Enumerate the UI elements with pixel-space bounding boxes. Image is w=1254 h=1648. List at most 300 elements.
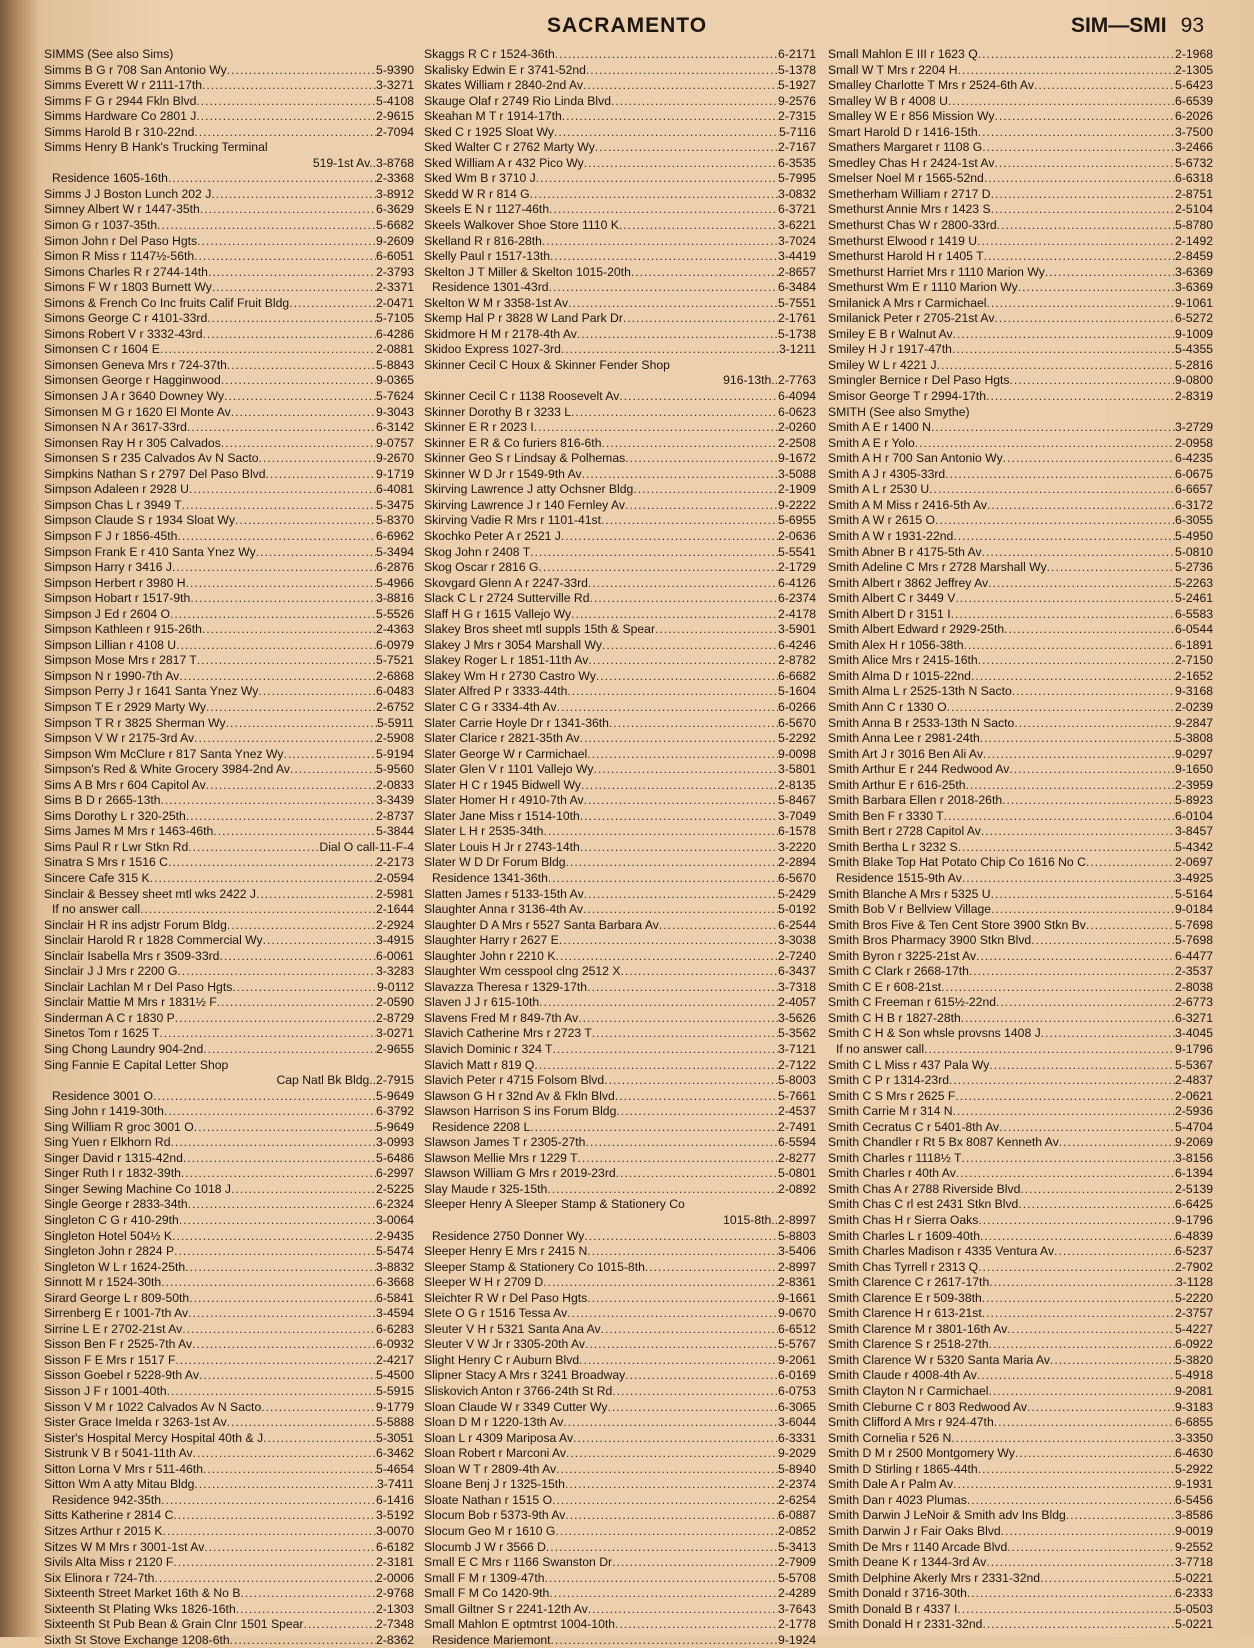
- leader-dots: [534, 1058, 778, 1074]
- leader-dots: [559, 933, 778, 949]
- listing-entry: [828, 389, 1213, 405]
- leader-dots: [227, 63, 376, 79]
- leader-dots: [1054, 1244, 1175, 1260]
- listing-phone: 5-4500: [376, 1368, 414, 1383]
- listing-phone: 5-5367: [1175, 1057, 1213, 1072]
- listing-entry: [44, 218, 414, 234]
- leader-dots: [588, 576, 778, 592]
- listing-phone: 5-1738: [778, 326, 816, 341]
- leader-dots: [573, 1431, 778, 1447]
- listing-phone: 6-3172: [1175, 497, 1213, 512]
- listing-entry: [44, 902, 414, 918]
- listing-phone: 2-7902: [1175, 1259, 1213, 1274]
- listing-phone: 9-2222: [778, 497, 816, 512]
- listing-phone: 6-2171: [778, 47, 816, 61]
- listing-phone: 2-7167: [778, 140, 816, 155]
- listing-phone: 5-6423: [1175, 78, 1213, 93]
- leader-dots: [991, 202, 1175, 218]
- listing-phone: 9-0670: [778, 1306, 816, 1321]
- listing-name: Slavens Fred M r 849-7th Av: [424, 1010, 579, 1025]
- listing-phone: 9-0019: [1175, 1523, 1213, 1538]
- listing-phone: 2-0260: [778, 420, 816, 435]
- listing-phone: 2-0852: [778, 1523, 816, 1538]
- listing-name: Sloan Claude W r 3349 Cutter Wy: [424, 1399, 608, 1414]
- listing-phone: 2-1492: [1175, 233, 1213, 248]
- listing-entry: Cap Natl Bk Bldg..2-7915: [276, 1073, 414, 1088]
- listing-entry: [424, 684, 816, 700]
- listing-entry: [424, 1524, 816, 1540]
- listing-phone: 6-2544: [778, 917, 816, 932]
- listing-phone: 2-8782: [778, 653, 816, 668]
- leader-dots: [958, 840, 1175, 856]
- listing-name: Singer Ruth I r 1832-39th: [44, 1166, 181, 1181]
- listing-entry: [828, 125, 1213, 141]
- listing-name: Sister's Hospital Mercy Hospital 40th & J: [44, 1430, 264, 1445]
- leader-dots: [161, 793, 377, 809]
- listing-name: Sitton Lorna V Mrs r 511-46th: [44, 1461, 203, 1476]
- leader-dots: [563, 1415, 778, 1431]
- listing-entry: [424, 1135, 816, 1151]
- leader-dots: [545, 1571, 778, 1587]
- listing-name: Smith A E r 1400 N: [828, 420, 931, 435]
- listing-name: Simpson Mose Mrs r 2817 T: [44, 653, 197, 668]
- listing-phone: 2-5981: [376, 886, 414, 901]
- leader-dots: [601, 1322, 778, 1338]
- leader-dots: [580, 731, 778, 747]
- leader-dots: [530, 545, 778, 561]
- leader-dots: [585, 1135, 778, 1151]
- listing-name: Sitzes W M Mrs r 3001-1st Av: [44, 1539, 205, 1554]
- leader-dots: [1009, 762, 1175, 778]
- listing-entry: [424, 1244, 816, 1260]
- listing-entry: [424, 871, 816, 887]
- listing-name: Smith Art J r 3016 Ben Ali Av: [828, 746, 983, 761]
- listing-phone: 6-3142: [376, 420, 414, 435]
- listing-entry: [424, 949, 816, 965]
- listing-name: Smith C P r 1314-23rd: [828, 1073, 950, 1088]
- listing-name: Small Giltner S r 2241-12th Av: [424, 1601, 588, 1616]
- leader-dots: [601, 436, 778, 452]
- leader-dots: [179, 669, 376, 685]
- listing-phone: 3-7049: [778, 808, 816, 823]
- listing-entry: [424, 995, 816, 1011]
- listing-name: Skeels E N r 1127-46th: [424, 202, 550, 217]
- listing-name: Smith Donald H r 2331-32nd: [828, 1617, 983, 1632]
- listing-phone: 2-7150: [1175, 653, 1213, 668]
- listing-entry: 1015-8th..2-8997: [723, 1213, 816, 1228]
- listing-phone: 2-3793: [376, 264, 414, 279]
- listing-phone: 2-3959: [1175, 777, 1213, 792]
- listing-name: Simpson Wm McClure r 817 Santa Ynez Wy: [44, 746, 284, 761]
- listing-entry: [424, 1384, 816, 1400]
- listing-phone: 2-0636: [778, 528, 816, 543]
- listing-name: Skates William r 2840-2nd Av: [424, 78, 583, 93]
- listing-entry: [44, 498, 414, 514]
- listing-phone: 3-4915: [376, 933, 414, 948]
- leader-dots: [949, 1073, 1175, 1089]
- listing-phone: 2-3371: [376, 280, 414, 295]
- listing-entry: [828, 1415, 1213, 1431]
- listing-phone: 2-2374: [778, 1477, 816, 1492]
- listing-name: Simons & French Co Inc fruits Calif Fruit Bldg: [44, 295, 290, 310]
- listing-phone: 5-3562: [778, 1026, 816, 1041]
- listing-name: Skedd W R r 814 G: [424, 186, 530, 201]
- listing-entry: [44, 1322, 414, 1338]
- listing-name: Smiley H J r 1917-47th: [828, 342, 952, 357]
- leader-dots: [188, 1197, 376, 1213]
- leader-dots: [961, 1151, 1175, 1167]
- listing-entry: [828, 1260, 1213, 1276]
- listing-phone: 6-5841: [376, 1290, 414, 1305]
- listing-entry: [424, 653, 816, 669]
- listing-entry: [44, 1229, 414, 1245]
- listing-name: Sloan L r 4309 Mariposa Av: [424, 1430, 574, 1445]
- listing-name: Smith Barbara Ellen r 2018-26th: [828, 793, 1003, 808]
- leader-dots: [170, 1135, 376, 1151]
- leader-dots: [1086, 918, 1175, 934]
- leader-dots: [1018, 1197, 1175, 1213]
- listing-phone: 5-7661: [778, 1088, 816, 1103]
- listing-phone: 2-0892: [778, 1181, 816, 1196]
- listing-name: Slater Glen V r 1101 Vallejo Wy: [424, 762, 594, 777]
- listing-entry: [44, 311, 414, 327]
- listing-name: Sked C r 1925 Sloat Wy: [424, 124, 554, 139]
- listing-entry: [828, 1617, 1213, 1633]
- leader-dots: [937, 358, 1175, 374]
- listing-name: Slater W D Dr Forum Bldg: [424, 855, 566, 870]
- listing-name: Simonsen S r 235 Calvados Av N Sacto: [44, 451, 259, 466]
- listing-entry: [828, 47, 1213, 63]
- listing-entry: [44, 1400, 414, 1416]
- listing-entry: [44, 78, 414, 94]
- listing-entry: [424, 840, 816, 856]
- listing-name: If no answer call: [836, 1042, 925, 1056]
- leader-dots: [941, 980, 1175, 996]
- listing-name: Smith Clarence C r 2617-17th: [828, 1275, 990, 1290]
- listing-name: Smith Byron r 3225-21st Av: [828, 948, 977, 963]
- listing-entry: [424, 1540, 816, 1556]
- listing-name: Smetherham William r 2717 D: [828, 186, 991, 201]
- listing-name: Small Mahlon E III r 1623 Q: [828, 47, 978, 61]
- listing-phone: 2-0590: [376, 995, 414, 1010]
- listing-entry: [424, 125, 816, 141]
- listing-phone: 3-3271: [376, 78, 414, 93]
- listing-entry: [424, 482, 816, 498]
- leader-dots: [232, 980, 377, 996]
- leader-dots: [958, 63, 1175, 79]
- listing-name: Simonsen M G r 1620 El Monte Av: [44, 404, 231, 419]
- listing-name: Smith Arthur E r 244 Redwood Av: [828, 762, 1010, 777]
- listing-entry: [44, 513, 414, 529]
- leader-dots: [955, 591, 1175, 607]
- listing-phone: 9-0112: [376, 979, 414, 994]
- listing-name: Smith A M Miss r 2416-5th Av: [828, 497, 987, 512]
- leader-dots: [530, 187, 778, 203]
- listing-name: Simons F W r 1803 Burnett Wy: [44, 280, 212, 295]
- listing-phone: 5-3051: [376, 1430, 414, 1445]
- listing-entry: [828, 1400, 1213, 1416]
- listing-entry: [44, 638, 414, 654]
- listing-name: Smith Carrie M r 314 N: [828, 1104, 953, 1119]
- listing-phone: 5-5767: [778, 1337, 816, 1352]
- listing-phone: 6-6512: [778, 1321, 816, 1336]
- listing-name: Slaughter Anna r 3136-4th Av: [424, 902, 584, 917]
- listing-name: Simons Robert V r 3332-43rd: [44, 326, 203, 341]
- listing-phone: 6-0675: [1175, 466, 1213, 481]
- listing-phone: 2-4178: [778, 606, 816, 621]
- listing-entry: [44, 1089, 414, 1105]
- listing-name: Simpson F J r 1856-45th: [44, 528, 178, 543]
- listing-name: Smisor George T r 2994-17th: [828, 389, 987, 404]
- listing-phone: 6-0753: [778, 1384, 816, 1399]
- listing-phone: 3-5901: [778, 622, 816, 637]
- listing-name: Skirving Lawrence J r 140 Fernley Av: [424, 497, 625, 512]
- leader-dots: [948, 94, 1175, 110]
- listing-name: Smiley W L r 4221 J: [828, 357, 937, 372]
- listing-phone: 2-6868: [376, 668, 414, 683]
- leader-dots: [175, 1353, 376, 1369]
- listing-name: Sims James M Mrs r 1463-46th: [44, 824, 214, 839]
- listing-name: Smilanick Peter r 2705-21st Av: [828, 311, 995, 326]
- listing-entry: [44, 1026, 414, 1042]
- leader-dots: [988, 576, 1175, 592]
- listing-entry: [424, 964, 816, 980]
- listing-name: Smith De Mrs r 1140 Arcade Blvd: [828, 1539, 1008, 1554]
- listing-entry: [424, 1508, 816, 1524]
- listing-name: Skelton J T Miller & Skelton 1015-20th: [424, 264, 631, 279]
- listing-name: Sloan D M r 1220-13th Av: [424, 1415, 564, 1430]
- listing-entry: [828, 513, 1213, 529]
- listing-name: Smith Cecratus C r 5401-8th Av: [828, 1119, 1000, 1134]
- listing-entry: [424, 1555, 816, 1571]
- listing-entry: [828, 949, 1213, 965]
- leader-dots: [1001, 1524, 1175, 1540]
- leader-dots: [150, 871, 376, 887]
- leader-dots: [546, 1540, 778, 1556]
- listing-entry: [828, 622, 1213, 638]
- leader-dots: [578, 1011, 778, 1027]
- leader-dots: [550, 249, 778, 265]
- listing-phone: 5-5474: [376, 1244, 414, 1259]
- listing-phone: 2-1644: [376, 902, 414, 917]
- listing-name: Sixth St Stove Exchange 1208-6th: [44, 1632, 230, 1647]
- listing-phone: 2-2173: [376, 855, 414, 870]
- listing-entry: [44, 747, 414, 763]
- listing-phone: 9-1924: [778, 1632, 816, 1647]
- listing-name: Sinclair & Bessey sheet mtl wks 2422 J: [44, 886, 257, 901]
- listing-phone: 6-3271: [1175, 1010, 1213, 1025]
- listing-name: Smith Ann C r 1330 O: [828, 699, 947, 714]
- listing-name: Sleichter R W r Del Paso Hgts: [424, 1290, 588, 1305]
- listing-phone: 2-8997: [778, 1259, 816, 1274]
- listing-name: Sleuter V H r 5321 Santa Ana Av: [424, 1321, 601, 1336]
- listing-phone: 9-2847: [1175, 715, 1213, 730]
- listing-name: Sinclair Harold R r 1828 Commercial Wy: [44, 933, 263, 948]
- listing-name: Sleuter V W Jr r 3305-20th Av: [424, 1337, 585, 1352]
- leader-dots: [953, 529, 1175, 545]
- listing-phone: 6-0922: [1175, 1337, 1213, 1352]
- leader-dots: [978, 653, 1175, 669]
- listing-name: Sinnott M r 1524-30th: [44, 1275, 162, 1290]
- listing-entry: [424, 296, 816, 312]
- listing-phone: 9-1009: [1175, 326, 1213, 341]
- leader-dots: [615, 1617, 778, 1633]
- listing-name: Smith Bros Five & Ten Cent Store 3900 Stkn Bv: [828, 917, 1086, 932]
- listing-phone: 5-8923: [1175, 793, 1213, 808]
- listing-name: Smith Charles L r 1609-40th: [828, 1228, 980, 1243]
- listing-name: Smith Anna Lee r 2981-24th: [828, 731, 980, 746]
- listing-entry: [424, 311, 816, 327]
- leader-dots: [924, 1042, 1175, 1058]
- listing-name: Simpson J Ed r 2604 O: [44, 606, 170, 621]
- listing-phone: 5-7116: [778, 124, 816, 139]
- listing-phone: 2-9655: [376, 1042, 414, 1056]
- listing-phone: 2-2894: [778, 855, 816, 870]
- listing-name: Sleeper W H r 2709 D: [424, 1275, 544, 1290]
- listing-entry: [44, 591, 414, 607]
- leader-dots: [578, 1151, 779, 1167]
- listing-phone: 6-4246: [778, 637, 816, 652]
- listing-entry: [424, 1400, 816, 1416]
- listing-entry: [828, 809, 1213, 825]
- listing-phone: 2-3368: [376, 171, 414, 186]
- listing-entry: [424, 451, 816, 467]
- listing-phone: 6-6855: [1175, 1415, 1213, 1430]
- listing-name: Slight Henry C r Auburn Blvd: [424, 1352, 580, 1367]
- listing-phone: 2-7240: [778, 948, 816, 963]
- listing-entry: [424, 1058, 816, 1074]
- listing-entry: [828, 887, 1213, 903]
- listing-name: Sitzes Arthur r 2015 K: [44, 1523, 163, 1538]
- leader-dots: [1014, 716, 1175, 732]
- listing-entry: [828, 358, 1213, 374]
- listing-entry: [424, 731, 816, 747]
- listing-entry: [424, 1415, 816, 1431]
- listing-entry: [828, 78, 1213, 94]
- listing-entry: [44, 1540, 414, 1556]
- listing-entry: [828, 311, 1213, 327]
- listing-phone: 6-3065: [778, 1399, 816, 1414]
- leader-dots: [548, 871, 778, 887]
- listing-entry: [424, 436, 816, 452]
- listing-phone: 5-2816: [1175, 357, 1213, 372]
- leader-dots: [185, 1260, 376, 1276]
- listing-phone: 9-2081: [1175, 1384, 1213, 1399]
- listing-entry: [424, 1166, 816, 1182]
- leader-dots: [153, 1089, 376, 1105]
- listing-phone: 3-2729: [1175, 420, 1213, 435]
- leader-dots: [994, 156, 1175, 172]
- listing-phone: 3-5801: [778, 762, 816, 777]
- listing-name: Smith Chas Tyrrell r 2313 Q: [828, 1259, 979, 1274]
- leader-dots: [1007, 1322, 1175, 1338]
- leader-dots: [213, 824, 376, 840]
- listing-entry: [44, 1291, 414, 1307]
- listing-entry: [424, 669, 816, 685]
- listing-name: Smith Albert D r 3151 I: [828, 606, 951, 621]
- listing-name: Sisson F E Mrs r 1517 F: [44, 1352, 176, 1367]
- listing-entry: [828, 1042, 1213, 1058]
- listing-entry: [828, 1555, 1213, 1571]
- listing-name: Smalley W E r 856 Mission Wy: [828, 109, 995, 124]
- listing-entry: [828, 902, 1213, 918]
- listing-name: Smith Bert r 2728 Capitol Av: [828, 824, 981, 839]
- listing-phone: 6-5670: [778, 870, 816, 885]
- listing-entry: [828, 576, 1213, 592]
- listing-entry: [828, 1384, 1213, 1400]
- listing-name: Slaughter Harry r 2627 E: [424, 933, 559, 948]
- leader-dots: [1010, 373, 1176, 389]
- listing-phone: 5-8003: [778, 1073, 816, 1088]
- listing-phone: 9-1779: [376, 1399, 414, 1414]
- listing-phone: 6-6318: [1175, 171, 1213, 186]
- listing-entry: [424, 1260, 816, 1276]
- leader-dots: [1050, 1353, 1175, 1369]
- header-range-text: SIM—SMI: [1070, 14, 1167, 37]
- listing-phone: 5-9649: [376, 1119, 414, 1134]
- leader-dots: [140, 902, 376, 918]
- leader-dots: [163, 1524, 376, 1540]
- listing-phone: 5-8803: [778, 1228, 816, 1243]
- leader-dots: [556, 1462, 778, 1478]
- listing-phone: 2-1968: [1175, 47, 1213, 61]
- listing-name: Slawson James T r 2305-27th: [424, 1135, 586, 1150]
- listing-entry: [828, 793, 1213, 809]
- leader-dots: [961, 1011, 1175, 1027]
- listing-entry: [44, 389, 414, 405]
- listing-entry: [424, 140, 816, 156]
- leader-dots: [536, 171, 778, 187]
- listing-entry: [424, 1431, 816, 1447]
- leader-dots: [549, 280, 779, 296]
- listing-phone: 5-9649: [376, 1088, 414, 1103]
- listing-entry: [424, 1571, 816, 1587]
- listing-entry: [424, 498, 816, 514]
- listing-phone: 2-0006: [376, 1570, 414, 1585]
- listing-phone: 6-5272: [1175, 311, 1213, 326]
- listing-entry: [828, 1120, 1213, 1136]
- listing-phone: 6-6962: [376, 528, 414, 543]
- listing-name: Skeahan M T r 1914-17th: [424, 109, 562, 124]
- listing-phone: 3-2466: [1175, 140, 1213, 155]
- listing-phone: 6-4477: [1175, 948, 1213, 963]
- listing-name: Smith D M r 2500 Montgomery Wy: [828, 1446, 1015, 1461]
- leader-dots: [609, 716, 778, 732]
- listing-phone: 2-8135: [778, 777, 816, 792]
- leader-dots: [995, 109, 1176, 125]
- listing-name: Simpson Perry J r 1641 Santa Ynez Wy: [44, 684, 259, 699]
- listing-name: Simpson Chas L r 3949 T: [44, 497, 182, 512]
- listing-phone: 6-4235: [1175, 451, 1213, 466]
- listing-entry: [424, 793, 816, 809]
- listing-entry: [424, 933, 816, 949]
- listing-entry: [828, 327, 1213, 343]
- listing-phone: 3-0832: [778, 186, 816, 201]
- leader-dots: [962, 871, 1175, 887]
- listing-name: Smith D Stirling r 1865-44th: [828, 1461, 978, 1476]
- leader-dots: [633, 482, 778, 498]
- leader-dots: [177, 964, 376, 980]
- listing-phone: 5-4918: [1175, 1368, 1213, 1383]
- listing-name: Smith C Freeman r 615½-22nd: [828, 995, 996, 1010]
- listing-entry: [44, 125, 414, 141]
- leader-dots: [168, 171, 376, 187]
- listing-phone: 2-8277: [778, 1150, 816, 1165]
- leader-dots: [982, 545, 1175, 561]
- listing-name: Sleeper Henry E Mrs r 2415 N: [424, 1244, 588, 1259]
- listing-entry: [424, 529, 816, 545]
- listing-name: Simons Charles R r 2744-14th: [44, 264, 208, 279]
